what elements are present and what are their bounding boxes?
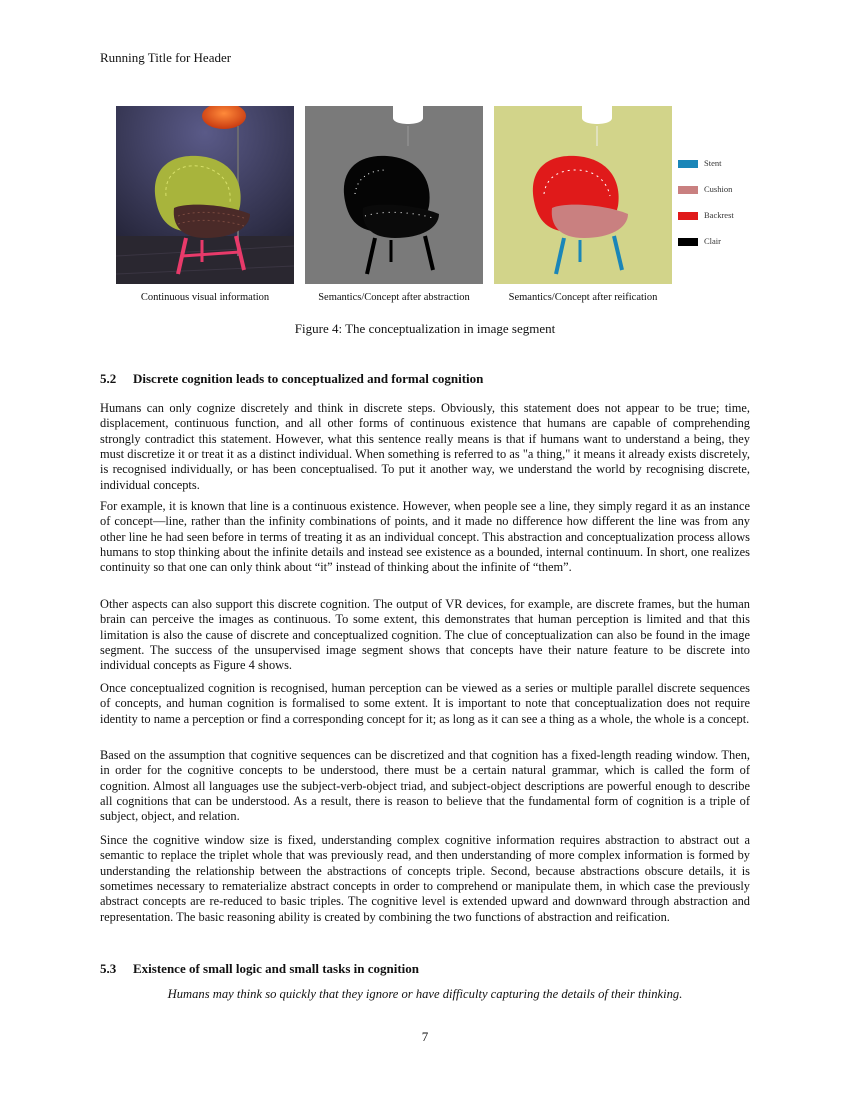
chair-abstraction (305, 106, 483, 284)
epigraph-quote: Humans may think so quickly that they ignore or have difficulty capturing the details of their thinking. (167, 987, 683, 1001)
section-title: Existence of small logic and small tasks in cognition (133, 961, 420, 976)
legend-label: Clair (704, 236, 721, 246)
panel-caption-continuous: Continuous visual information (140, 292, 270, 303)
figure-4 (116, 106, 756, 306)
page-number: 7 (421, 1029, 429, 1044)
legend-item-stent (678, 158, 798, 172)
legend-item-clair (678, 236, 798, 250)
paragraph: Once conceptualized cognition is recognised, human perception can be viewed as a series or multiple parallel discrete sequences of concepts, and human cognition is formalised to some extent. It is important to note that conceptualization does not require identity to name a perception or find a corresponding concept for it; as long as it can see a thing as a whole, the whole is a concept. (100, 681, 750, 726)
chair-photo (116, 106, 294, 284)
paragraph: Since the cognitive window size is fixed, understanding complex cognitive information requires abstraction to abstract out a semantic to replace the triplet whole that was previously read, and then understanding of more complex information is formed by understanding the relationship between the abstractions of concepts triple. Second, because abstractions obscure details, it is sometimes necessary to rematerialize abstract concepts in order to comprehend or manipulate them, in which case the previously abstract concepts are re-reduced to basic triples. The cognitive level is extended upward and downward through abstraction and representation. The basic reasoning ability is created by combining the two functions of abstraction and reification. (100, 833, 750, 924)
section-number: 5.3 (100, 961, 117, 976)
section-number: 5.2 (100, 371, 117, 386)
running-header: Running Title for Header (100, 50, 232, 65)
legend-label: Stent (704, 158, 722, 168)
panel-caption-reification: Semantics/Concept after reification (508, 292, 658, 303)
legend-item-backrest (678, 210, 798, 224)
paragraph: Other aspects can also support this discrete cognition. The output of VR devices, for example, are discrete frames, but the human brain can perceive the images as continuous. To some extent, this demonstrates that human perception is limited and that this limitation is also the cause of discrete and conceptualized cognition. The clue of conceptualization can also be found in the image segment. The success of the unsupervised image segment shows that concepts have their nature feature to be discrete into individual concepts as Figure 4 shows. (100, 597, 750, 673)
section-heading-5-3 (100, 961, 419, 977)
legend-label: Cushion (704, 184, 733, 194)
photo-panel (116, 106, 294, 284)
legend-swatch (678, 212, 698, 220)
legend-swatch (678, 186, 698, 194)
chair-reification (494, 106, 672, 284)
abstraction-panel (305, 106, 483, 284)
paragraph: Humans can only cognize discretely and think in discrete steps. Obviously, this statement does not appear to be true; time, displacement, continuous function, and all other forms of continuous existence that humans are capable of comprehending strongly contradict this statement. However, what this sentence really means is that if humans want to understand a being, they must discretize it or treat it as a distinct individual. When something is referred to as "a thing," it means it already exists discretely, is recognised individually, or has been conceptualised. To put it another way, we understand the world by recognising discrete, individual concepts. (100, 401, 750, 492)
paragraph: Based on the assumption that cognitive sequences can be discretized and that cognition has a fixed-length reading window. Then, in order for the cognitive concepts to be understood, there must be a certain natural grammar, which is called the form of cognition. Almost all languages use the subject-verb-object triad, and subject-object descriptions are powerful enough to describe all cognitions that can be understood. As a result, there is reason to believe that the fundamental form of cognition is a triple of subject, object, and relation. (100, 748, 750, 824)
section-title: Discrete cognition leads to conceptualized and formal cognition (133, 371, 484, 386)
reification-panel (494, 106, 672, 284)
section-heading-5-2 (100, 371, 483, 387)
legend-swatch (678, 160, 698, 168)
panel-caption-abstraction: Semantics/Concept after abstraction (318, 292, 470, 303)
legend-label: Backrest (704, 210, 734, 220)
paragraph: For example, it is known that line is a continuous existence. However, when people see a line, they simply regard it as an instance of concept—line, rather than the infinity combinations of points, and it made no difference how different the line was from any other line he had seen before in terms of treating it as an individual concept. This abstraction and conceptualization process allows humans to stop thinking about the infinite details and instead see existence as a bounded, internal continuum. In short, one realizes continuity so that one can only think about “it” instead of thinking about the infinite of “them”. (100, 499, 750, 575)
legend-swatch (678, 238, 698, 246)
legend-item-cushion (678, 184, 798, 198)
figure-caption: Figure 4: The conceptualization in image segment (294, 321, 556, 336)
